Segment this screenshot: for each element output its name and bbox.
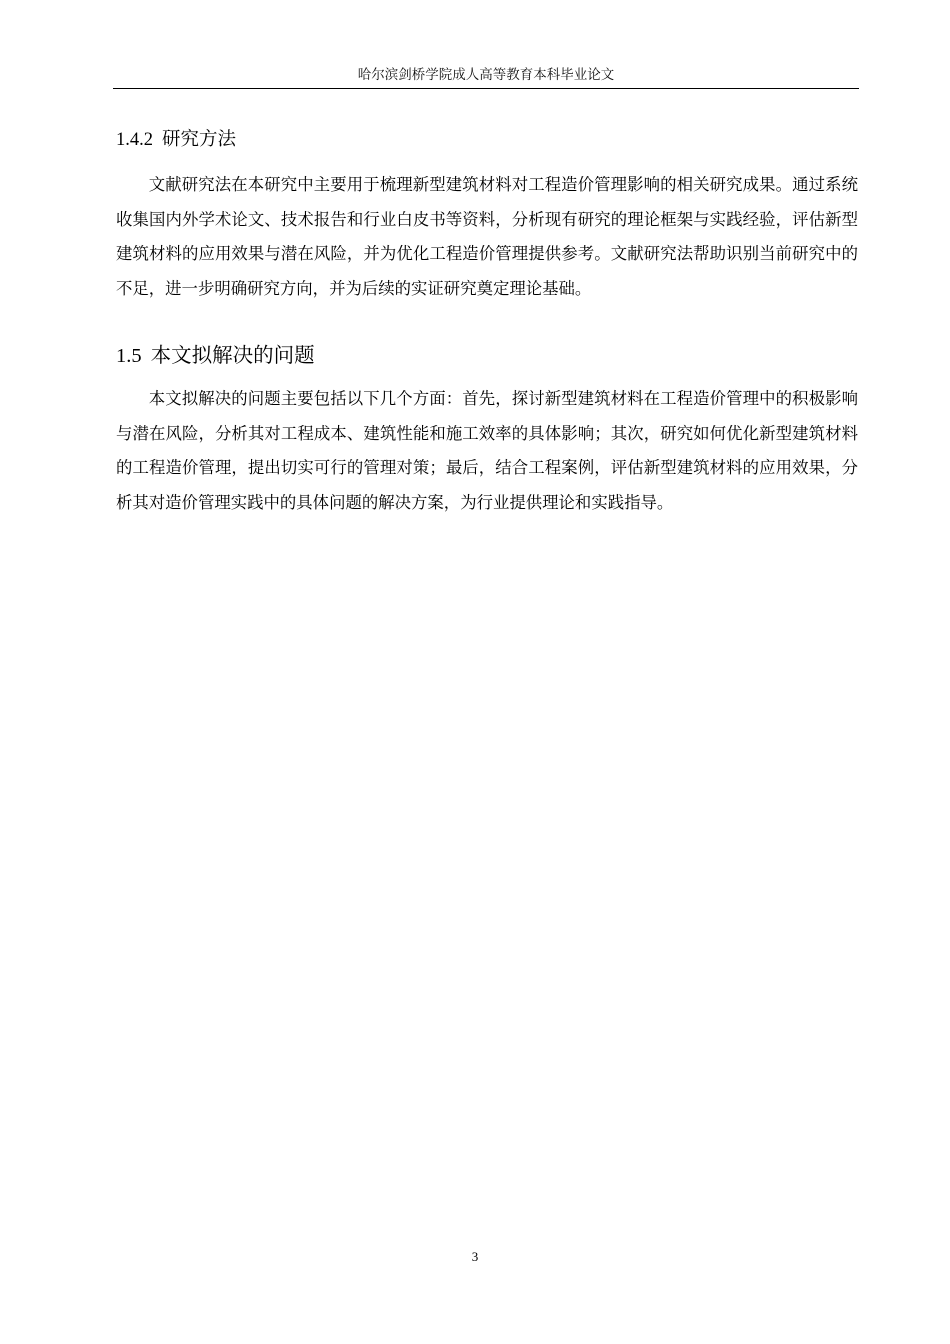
- header-title: 哈尔滨剑桥学院成人高等教育本科毕业论文: [357, 67, 615, 83]
- problems-paragraph: 本文拟解决的问题主要包括以下几个方面：首先，探讨新型建筑材料在工程造价管理中的积极影响与潜在风险，分析其对工程成本、建筑性能和施工效率的具体影响；其次，研究如何优化新型建筑材料的工程造价管理，提出切实可行的管理对策；最后，结合工程案例，评估新型建筑材料的应用效果，分析其对造价管理实践中的具体问题的解决方案，为行业提供理论和实践指导。: [116, 389, 858, 512]
- section-heading-1-4-2: [116, 127, 236, 153]
- research-method-paragraph: 文献研究法在本研究中主要用于梳理新型建筑材料对工程造价管理影响的相关研究成果。通过系统收集国内外学术论文、技术报告和行业白皮书等资料，分析现有研究的理论框架与实践经验，评估新型建筑材料的应用效果与潜在风险，并为优化工程造价管理提供参考。文献研究法帮助识别当前研究中的不足，进一步明确研究方向，并为后续的实证研究奠定理论基础。: [116, 175, 858, 298]
- page-header: [113, 62, 859, 89]
- section-title: 本文拟解决的问题: [150, 343, 315, 367]
- section-heading-1-5: [116, 341, 315, 370]
- section-title: 研究方法: [162, 129, 237, 150]
- section-number: 1.4.2: [116, 130, 153, 150]
- section-number: 1.5: [116, 345, 142, 367]
- page-number: 3: [471, 1249, 479, 1264]
